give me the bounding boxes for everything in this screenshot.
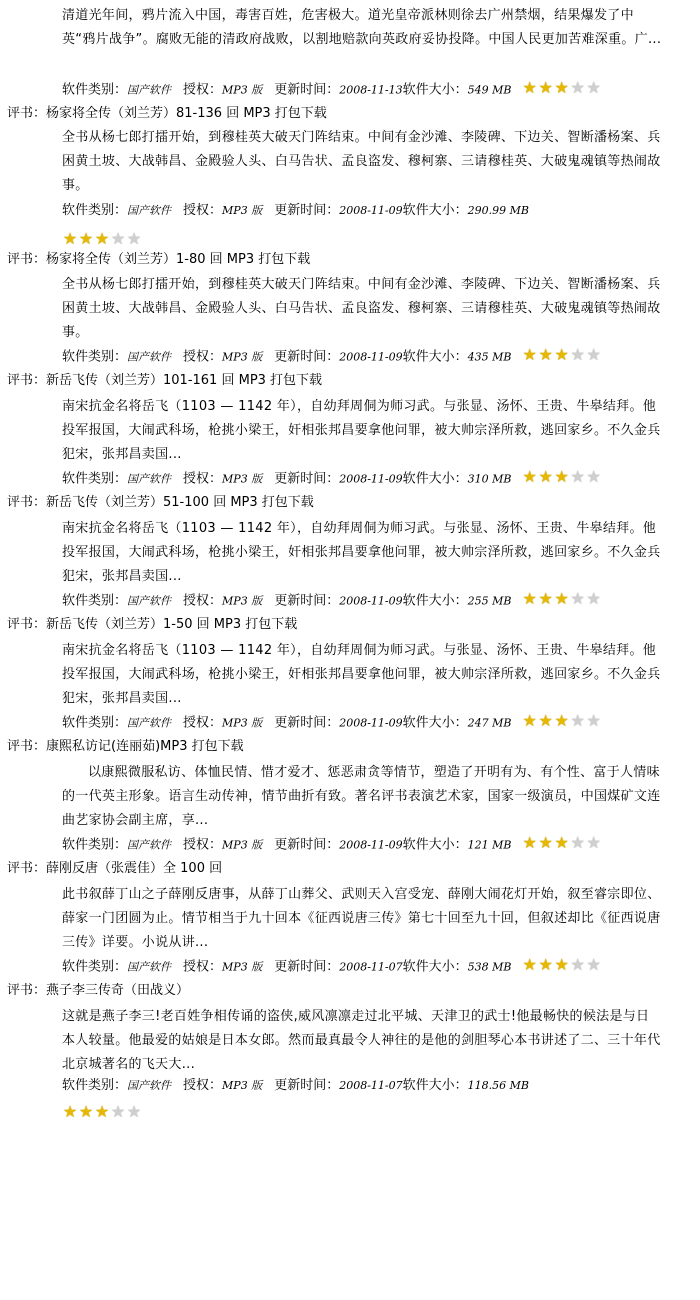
category-value: 国产软件	[127, 838, 172, 852]
entry-meta	[62, 79, 602, 101]
star-empty-icon: ★	[586, 345, 601, 364]
star-empty-icon: ★	[570, 711, 585, 730]
updated-value: 2008-11-09	[339, 204, 403, 217]
license-value: MP3 版	[222, 594, 263, 608]
entry-title	[7, 858, 222, 880]
updated-label: 更新时间：	[274, 471, 340, 487]
entry-description: 南宋抗金名将岳飞（1103 — 1142 年），自幼拜周侗为师习武。与张显、汤怀、王贵、牛皋结拜。他投军报国，大闹武科场，枪挑小梁王，奸相张邦昌要拿他问罪，被大帅宗泽所救，逃回家乡。不久金兵犯宋，张邦昌卖国...	[62, 399, 661, 462]
entry-meta	[62, 834, 602, 856]
star-filled-icon: ★	[554, 589, 569, 608]
star-empty-icon: ★	[126, 229, 142, 248]
star-filled-icon: ★	[554, 467, 569, 486]
updated-label: 更新时间：	[274, 593, 340, 609]
star-empty-icon: ★	[586, 467, 601, 486]
license-label: 授权：	[183, 837, 223, 853]
star-filled-icon: ★	[522, 833, 537, 852]
star-filled-icon: ★	[94, 1102, 110, 1121]
star-filled-icon: ★	[522, 78, 537, 97]
star-empty-icon: ★	[570, 833, 585, 852]
star-empty-icon: ★	[570, 78, 585, 97]
star-filled-icon: ★	[554, 833, 569, 852]
size-value: 538 MB	[467, 960, 512, 974]
updated-label: 更新时间：	[274, 715, 340, 731]
entry-title	[7, 370, 322, 392]
entry-meta	[62, 1075, 529, 1097]
star-filled-icon: ★	[538, 833, 553, 852]
entry-title-link[interactable]: 杨家将全传（刘兰芳）81-136 回 MP3 打包下载	[46, 106, 327, 121]
star-filled-icon: ★	[522, 467, 537, 486]
category-label: 软件类别：	[62, 349, 128, 365]
star-empty-icon: ★	[126, 1102, 142, 1121]
entry-title-link[interactable]: 杨家将全传（刘兰芳）1-80 回 MP3 打包下载	[46, 252, 311, 267]
review-prefix: 评书：	[7, 861, 47, 876]
license-value: MP3 版	[222, 83, 263, 97]
rating-stars	[62, 229, 142, 248]
entry-title	[7, 103, 327, 125]
category-value: 国产软件	[127, 1079, 172, 1092]
review-prefix: 评书：	[7, 983, 47, 998]
size-value: 310 MB	[467, 472, 512, 486]
license-label: 授权：	[183, 1078, 223, 1093]
star-empty-icon: ★	[586, 711, 601, 730]
review-prefix: 评书：	[7, 739, 47, 754]
star-filled-icon: ★	[554, 78, 569, 97]
license-label: 授权：	[183, 203, 223, 218]
star-empty-icon: ★	[586, 833, 601, 852]
category-value: 国产软件	[127, 716, 172, 730]
entry-title	[7, 980, 189, 1002]
size-value: 118.56 MB	[467, 1079, 529, 1092]
license-label: 授权：	[183, 715, 223, 731]
size-label: 软件大小：	[402, 959, 468, 975]
updated-label: 更新时间：	[274, 837, 340, 853]
star-filled-icon: ★	[94, 229, 110, 248]
category-label: 软件类别：	[62, 959, 128, 975]
review-prefix: 评书：	[7, 373, 47, 388]
category-label: 软件类别：	[62, 1078, 128, 1093]
license-value: MP3 版	[222, 350, 263, 364]
category-label: 软件类别：	[62, 837, 128, 853]
license-label: 授权：	[183, 959, 223, 975]
entry-meta	[62, 468, 602, 490]
license-label: 授权：	[183, 349, 223, 365]
rating-stars	[522, 346, 602, 368]
license-value: MP3 版	[222, 204, 263, 217]
updated-value: 2008-11-09	[339, 594, 403, 608]
star-filled-icon: ★	[522, 589, 537, 608]
category-label: 软件类别：	[62, 593, 128, 609]
star-filled-icon: ★	[62, 229, 78, 248]
license-label: 授权：	[183, 471, 223, 487]
category-label: 软件类别：	[62, 715, 128, 731]
size-label: 软件大小：	[402, 471, 468, 487]
rating-stars	[522, 79, 602, 101]
star-empty-icon: ★	[586, 589, 601, 608]
star-filled-icon: ★	[554, 711, 569, 730]
category-label: 软件类别：	[62, 203, 128, 218]
star-filled-icon: ★	[538, 711, 553, 730]
review-prefix: 评书：	[7, 106, 47, 121]
entry-description: 清道光年间，鸦片流入中国，毒害百姓，危害极大。道光皇帝派林则徐去广州禁烟，结果爆发了中英“鸦片战争”。腐败无能的清政府战败，以割地赔款向英政府妥协投降。中国人民更加苦难深重。广...	[62, 8, 662, 47]
entry-meta	[62, 346, 602, 368]
star-filled-icon: ★	[538, 955, 553, 974]
entry-title-link[interactable]: 康熙私访记(连丽茹)MP3 打包下载	[46, 739, 244, 754]
star-filled-icon: ★	[538, 589, 553, 608]
review-prefix: 评书：	[7, 617, 47, 632]
entry-description: 全书从杨七郎打擂开始，到穆桂英大破天门阵结束。中间有金沙滩、李陵碑、下边关、智断潘杨案、兵困黄土坡、大战韩昌、金殿验人头、白马告状、孟良盗发、穆柯寨、三请穆桂英、大破鬼魂镇等热闹故事。	[62, 277, 661, 340]
star-empty-icon: ★	[570, 955, 585, 974]
star-empty-icon: ★	[570, 467, 585, 486]
star-filled-icon: ★	[522, 711, 537, 730]
license-value: MP3 版	[222, 960, 263, 974]
star-filled-icon: ★	[538, 467, 553, 486]
review-prefix: 评书：	[7, 495, 47, 510]
category-value: 国产软件	[127, 204, 172, 217]
license-label: 授权：	[183, 593, 223, 609]
license-value: MP3 版	[222, 838, 263, 852]
entry-title-link[interactable]: 新岳飞传（刘兰芳）101-161 回 MP3 打包下载	[46, 373, 323, 388]
entry-description: 此书叙薛丁山之子薛刚反唐事，从薛丁山葬父、武则天入宫受宠、薛刚大闹花灯开始，叙至睿宗即位、薛家一门团圆为止。情节相当于九十回本《征西说唐三传》第七十回至九十回，但叙述却比《征西说唐三传》详要。小说从讲...	[62, 887, 661, 950]
star-empty-icon: ★	[586, 78, 601, 97]
rating-stars	[522, 590, 602, 612]
star-filled-icon: ★	[62, 1102, 78, 1121]
size-value: 255 MB	[467, 594, 512, 608]
review-prefix: 评书：	[7, 252, 47, 267]
entry-meta	[62, 956, 602, 978]
star-empty-icon: ★	[110, 229, 126, 248]
license-label: 授权：	[183, 82, 223, 98]
entry-title-link[interactable]: 薛刚反唐（张震佳）全 100 回	[46, 861, 223, 876]
updated-value: 2008-11-07	[339, 1079, 403, 1092]
size-label: 软件大小：	[402, 82, 468, 98]
updated-value: 2008-11-09	[339, 716, 403, 730]
star-filled-icon: ★	[522, 345, 537, 364]
rating-stars	[522, 834, 602, 856]
size-label: 软件大小：	[402, 1078, 468, 1093]
license-value: MP3 版	[222, 1079, 263, 1092]
entry-description: 南宋抗金名将岳飞（1103 — 1142 年），自幼拜周侗为师习武。与张显、汤怀、王贵、牛皋结拜。他投军报国，大闹武科场，枪挑小梁王，奸相张邦昌要拿他问罪，被大帅宗泽所救，逃回家乡。不久金兵犯宋，张邦昌卖国...	[62, 521, 661, 584]
updated-value: 2008-11-07	[339, 960, 403, 974]
rating-stars	[522, 468, 602, 490]
rating-stars	[522, 956, 602, 978]
size-label: 软件大小：	[402, 349, 468, 365]
updated-value: 2008-11-09	[339, 350, 403, 364]
entry-meta	[62, 712, 602, 734]
size-value: 121 MB	[467, 838, 512, 852]
rating-stars	[522, 712, 602, 734]
star-empty-icon: ★	[586, 955, 601, 974]
star-filled-icon: ★	[538, 345, 553, 364]
updated-label: 更新时间：	[274, 1078, 340, 1093]
updated-label: 更新时间：	[274, 82, 340, 98]
entry-description: 这就是燕子李三!老百姓争相传诵的盗侠,威风凛凛走过北平城、天津卫的武士!他最畅快的候法是与日本人较量。他最爱的姑娘是日本女郎。然而最真最令人神往的是他的剑胆琴心本书讲述了二、三十年代北京城著名的飞天大...	[62, 1009, 661, 1072]
size-label: 软件大小：	[402, 715, 468, 731]
license-value: MP3 版	[222, 472, 263, 486]
size-value: 290.99 MB	[467, 204, 529, 217]
updated-value: 2008-11-09	[339, 838, 403, 852]
entry-title	[7, 249, 310, 271]
star-empty-icon: ★	[110, 1102, 126, 1121]
license-value: MP3 版	[222, 716, 263, 730]
category-value: 国产软件	[127, 83, 172, 97]
entry-title-link[interactable]: 新岳飞传（刘兰芳）1-50 回 MP3 打包下载	[46, 617, 298, 632]
entry-title	[7, 736, 244, 758]
updated-label: 更新时间：	[274, 349, 340, 365]
category-value: 国产软件	[127, 472, 172, 486]
entry-meta	[62, 590, 602, 612]
star-filled-icon: ★	[522, 955, 537, 974]
rating-stars	[62, 1102, 142, 1121]
star-filled-icon: ★	[78, 1102, 94, 1121]
updated-label: 更新时间：	[274, 959, 340, 975]
entry-title	[7, 492, 314, 514]
entry-description: 南宋抗金名将岳飞（1103 — 1142 年），自幼拜周侗为师习武。与张显、汤怀、王贵、牛皋结拜。他投军报国，大闹武科场，枪挑小梁王，奸相张邦昌要拿他问罪，被大帅宗泽所救，逃回家乡。不久金兵犯宋，张邦昌卖国...	[62, 643, 661, 706]
star-empty-icon: ★	[570, 589, 585, 608]
entry-title-link[interactable]: 新岳飞传（刘兰芳）51-100 回 MP3 打包下载	[46, 495, 314, 510]
size-value: 247 MB	[467, 716, 512, 730]
entry-description: 全书从杨七郎打擂开始，到穆桂英大破天门阵结束。中间有金沙滩、李陵碑、下边关、智断潘杨案、兵困黄土坡、大战韩昌、金殿验人头、白马告状、孟良盗发、穆柯寨、三请穆桂英、大破鬼魂镇等热闹故事。	[62, 130, 661, 193]
size-value: 435 MB	[467, 350, 512, 364]
star-empty-icon: ★	[570, 345, 585, 364]
updated-value: 2008-11-09	[339, 472, 403, 486]
size-label: 软件大小：	[402, 837, 468, 853]
star-filled-icon: ★	[554, 345, 569, 364]
entry-meta	[62, 200, 529, 222]
category-value: 国产软件	[127, 350, 172, 364]
entry-title-link[interactable]: 燕子李三传奇（田战义）	[46, 983, 190, 998]
entry-description: 以康熙微服私访、体恤民情、惜才爱才、惩恶肃贪等情节，塑造了开明有为、有个性、富于人情味的一代英主形象。语言生动传神，情节曲折有致。著名评书表演艺术家，国家一级演员，中国煤矿文连曲艺家协会副主席，享...	[62, 765, 661, 828]
updated-value: 2008-11-13	[339, 83, 403, 97]
category-value: 国产软件	[127, 960, 172, 974]
entry-title	[7, 614, 297, 636]
star-filled-icon: ★	[78, 229, 94, 248]
category-label: 软件类别：	[62, 82, 128, 98]
star-filled-icon: ★	[538, 78, 553, 97]
star-filled-icon: ★	[554, 955, 569, 974]
size-value: 549 MB	[467, 83, 512, 97]
category-value: 国产软件	[127, 594, 172, 608]
size-label: 软件大小：	[402, 203, 468, 218]
updated-label: 更新时间：	[274, 203, 340, 218]
category-label: 软件类别：	[62, 471, 128, 487]
size-label: 软件大小：	[402, 593, 468, 609]
